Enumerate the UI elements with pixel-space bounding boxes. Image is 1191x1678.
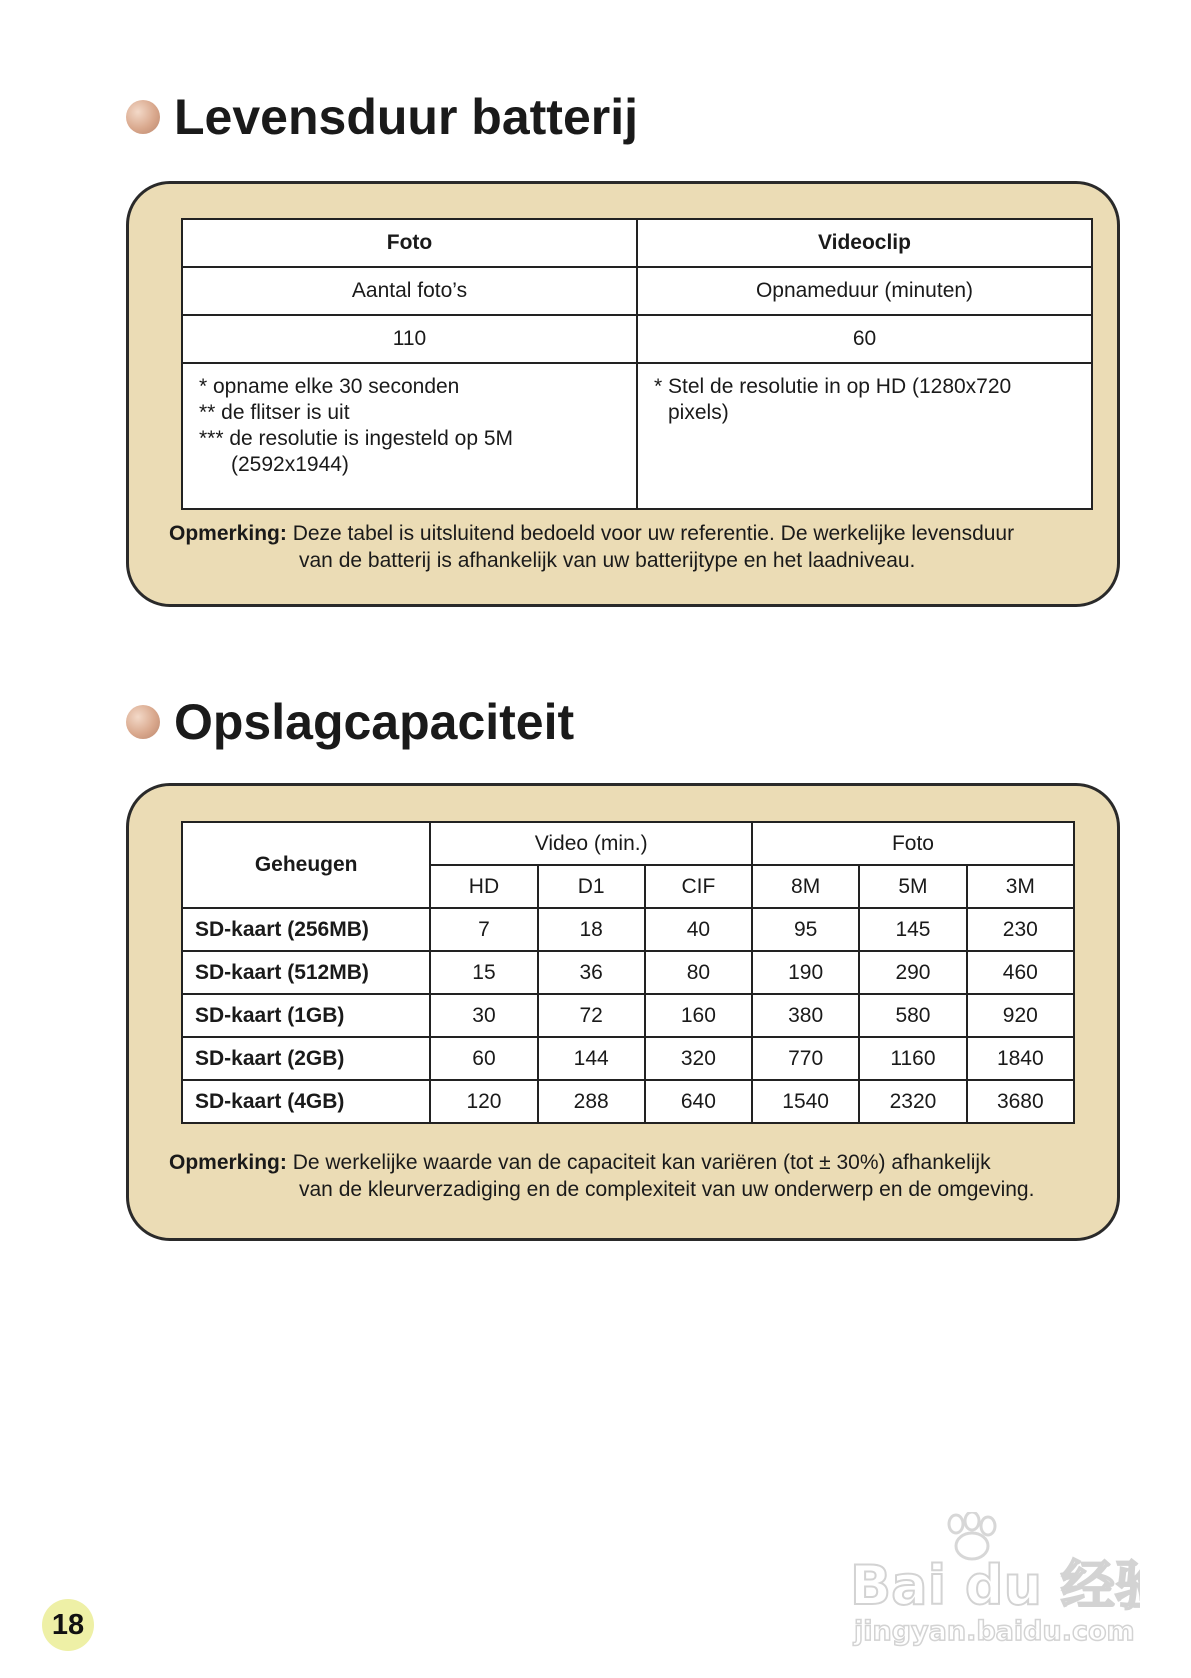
table-row xyxy=(182,951,1074,994)
battery-table xyxy=(181,218,1093,510)
table-cell: 460 xyxy=(967,951,1074,994)
row-label-cell: SD-kaart (2GB) xyxy=(182,1037,430,1080)
column-header-cell: 5M xyxy=(859,865,966,908)
section-bullet-icon xyxy=(126,705,160,739)
table-cell: 72 xyxy=(538,994,645,1037)
table-row xyxy=(182,267,1092,315)
storage-title-text: Opslagcapaciteit xyxy=(174,694,575,750)
baidu-watermark xyxy=(850,1512,1140,1652)
battery-section-title xyxy=(126,89,638,145)
video-header-cell: Video (min.) xyxy=(430,822,752,865)
watermark-url-text: jingyan.baidu.com xyxy=(854,1616,1135,1647)
table-cell: 60 xyxy=(637,315,1092,363)
table-cell: 2320 xyxy=(859,1080,966,1123)
column-header-cell: CIF xyxy=(645,865,752,908)
table-cell: 320 xyxy=(645,1037,752,1080)
table-cell: 80 xyxy=(645,951,752,994)
table-cell: Aantal foto’s xyxy=(182,267,637,315)
column-header-cell: HD xyxy=(430,865,537,908)
video-notes-cell xyxy=(637,363,1092,509)
note-line: (2592x1944) xyxy=(231,453,349,476)
table-cell: 7 xyxy=(430,908,537,951)
table-cell: 36 xyxy=(538,951,645,994)
table-cell: 288 xyxy=(538,1080,645,1123)
battery-remark xyxy=(169,520,1014,574)
table-row xyxy=(182,1080,1074,1123)
note-line: *** de resolutie is ingesteld op 5M xyxy=(199,427,514,450)
table-row xyxy=(182,994,1074,1037)
table-row xyxy=(182,219,1092,267)
table-cell: 1160 xyxy=(859,1037,966,1080)
table-cell: 230 xyxy=(967,908,1074,951)
note-line: * Stel de resolutie in op HD (1280x720 xyxy=(654,375,1012,398)
storage-panel xyxy=(126,783,1120,1241)
table-cell: 380 xyxy=(752,994,859,1037)
page-number: 18 xyxy=(42,1599,94,1651)
table-cell: 920 xyxy=(967,994,1074,1037)
storage-remark xyxy=(169,1149,1034,1203)
table-cell: 95 xyxy=(752,908,859,951)
table-cell: 15 xyxy=(430,951,537,994)
watermark-logo-text: Bai du 经验 xyxy=(850,1554,1140,1617)
note-line: * opname elke 30 seconden xyxy=(199,375,460,398)
storage-section-title xyxy=(126,694,575,750)
table-cell: 120 xyxy=(430,1080,537,1123)
row-label-cell: SD-kaart (4GB) xyxy=(182,1080,430,1123)
section-bullet-icon xyxy=(126,100,160,134)
table-cell: 110 xyxy=(182,315,637,363)
table-cell: Opnameduur (minuten) xyxy=(637,267,1092,315)
table-cell: 290 xyxy=(859,951,966,994)
photo-notes-cell xyxy=(182,363,637,509)
remark-text: Deze tabel is uitsluitend bedoeld voor uw referentie. De werkelijke levensduur xyxy=(292,522,1015,545)
table-header-cell: Foto xyxy=(182,219,637,267)
remark-label: Opmerking: xyxy=(169,1151,287,1174)
remark-label: Opmerking: xyxy=(169,522,287,545)
battery-title-text: Levensduur batterij xyxy=(174,89,638,145)
row-label-cell: SD-kaart (512MB) xyxy=(182,951,430,994)
table-cell: 1540 xyxy=(752,1080,859,1123)
table-row xyxy=(182,822,1074,865)
table-cell: 144 xyxy=(538,1037,645,1080)
remark-text: van de kleurverzadiging en de complexiteit van uw onderwerp en de omgeving. xyxy=(299,1178,1035,1201)
battery-panel xyxy=(126,181,1120,607)
column-header-cell: D1 xyxy=(538,865,645,908)
table-cell: 30 xyxy=(430,994,537,1037)
column-header-cell: 3M xyxy=(967,865,1074,908)
table-cell: 640 xyxy=(645,1080,752,1123)
table-cell: 770 xyxy=(752,1037,859,1080)
table-cell: 1840 xyxy=(967,1037,1074,1080)
table-header-cell: Videoclip xyxy=(637,219,1092,267)
table-cell: 160 xyxy=(645,994,752,1037)
table-row xyxy=(182,1037,1074,1080)
storage-table xyxy=(181,821,1075,1124)
table-cell: 60 xyxy=(430,1037,537,1080)
memory-header-cell: Geheugen xyxy=(182,822,430,908)
remark-text: van de batterij is afhankelijk van uw batterijtype en het laadniveau. xyxy=(299,549,916,572)
row-label-cell: SD-kaart (1GB) xyxy=(182,994,430,1037)
table-cell: 190 xyxy=(752,951,859,994)
note-line: pixels) xyxy=(668,401,729,424)
remark-text: De werkelijke waarde van de capaciteit kan variëren (tot ± 30%) afhankelijk xyxy=(292,1151,991,1174)
note-line: ** de flitser is uit xyxy=(199,401,350,424)
photo-header-cell: Foto xyxy=(752,822,1074,865)
table-row xyxy=(182,908,1074,951)
table-row xyxy=(182,315,1092,363)
table-row xyxy=(182,363,1092,509)
table-cell: 18 xyxy=(538,908,645,951)
table-cell: 145 xyxy=(859,908,966,951)
row-label-cell: SD-kaart (256MB) xyxy=(182,908,430,951)
table-cell: 580 xyxy=(859,994,966,1037)
paw-logo-icon xyxy=(850,1512,1140,1652)
column-header-cell: 8M xyxy=(752,865,859,908)
table-cell: 40 xyxy=(645,908,752,951)
table-cell: 3680 xyxy=(967,1080,1074,1123)
